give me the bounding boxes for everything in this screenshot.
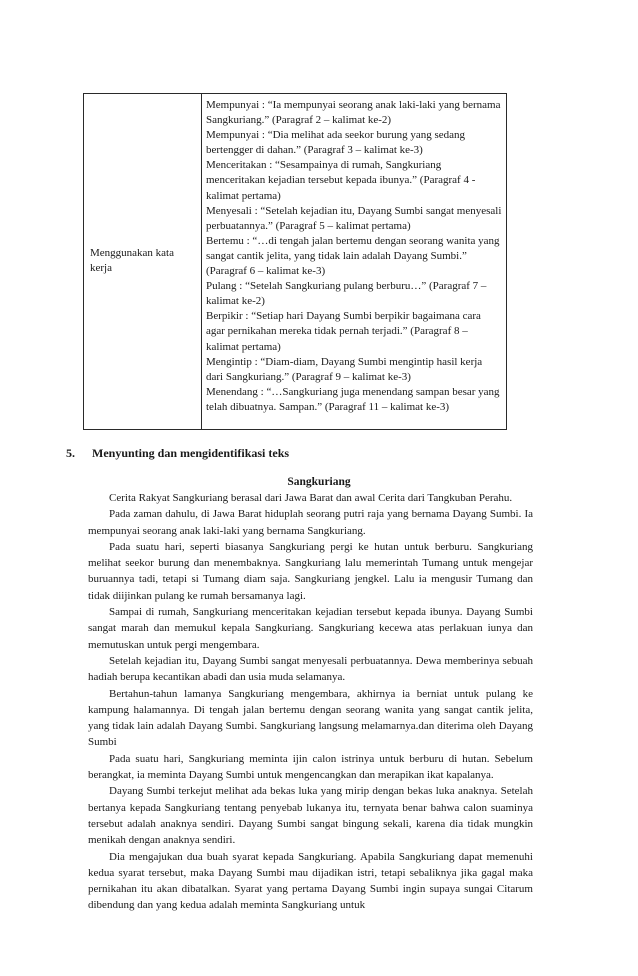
table-entry: Mempunyai : “Dia melihat ada seekor burung yang sedang bertengger di dahan.” (Paragraf 3 – kalimat ke-3) [206,129,466,157]
story-paragraph: Sampai di rumah, Sangkuriang menceritakan kejadian tersebut kepada ibunya. Dayang Sumbi sangat marah dan memukul kepala Sangkuriang. Sangkuriang kecewa atas perlakuan iunya dan memutuskan untuk pergi mengembara. [88,606,533,651]
table-entry: Menceritakan : “Sesampainya di rumah, Sangkuriang menceritakan kejadian tersebut kepada ibunya.” (Paragraf 4 - kalimat pertama) [206,159,476,202]
story-body [88,490,533,914]
story-paragraph: Dayang Sumbi terkejut melihat ada bekas luka yang mirip dengan bekas luka anaknya. Setelah bertanya kepada Sangkuriang tentang penyebab lukanya itu, ternyata benar bahwa calon suaminya tersebut adalah anaknya sendiri. Dayang Sumbi sangat bingung sekali, karena dia tidak mungkin menikah dengan anaknya sendiri. [88,785,533,847]
story-paragraph: Pada suatu hari, seperti biasanya Sangkuriang pergi ke hutan untuk berburu. Sangkuriang melihat seekor burung dan menembaknya. Sangkuriang lalu memerintah Tumang untuk mengejar buruannya tadi, tetapi si Tumang diam saja. Sangkuriang jengkel. Lalu ia mengusir Tumang dan tidak diijinkan pulang ke rumah bersamanya lagi. [88,540,533,602]
table-entry: Menyesali : “Setelah kejadian itu, Dayang Sumbi sangat menyesali perbuatannya.” (Paragraf 5 – kalimat pertama) [206,204,502,232]
story-title: Sangkuriang [287,476,351,488]
table-entry: Menendang : “…Sangkuriang juga menendang sampan besar yang telah dibuatnya. Sampan.” (Paragraf 11 – kalimat ke-3) [206,385,500,413]
table-column-divider [201,94,202,429]
table-examples-cell [206,98,502,415]
story-paragraph: Dia mengajukan dua buah syarat kepada Sangkuriang. Apabila Sangkuriang dapat memenuhi kedua syarat tersebut, maka Dayang Sumbi mau dijadikan istri, tetapi sebaliknya jika gagal maka pernikahan itu akan dibatalkan. Syarat yang pertama Dayang Sumbi ingin supaya sungai Citarum dibendung dan yang kedua adalah meminta Sangkuriang untuk [88,850,533,912]
table-entry: Berpikir : “Setiap hari Dayang Sumbi berpikir bagaimana cara agar pernikahan mereka tidak pernah terjadi.” (Paragraf 8 – kalimat pertama) [206,310,481,353]
section-number: 5. [66,446,75,460]
table-entry: Mengintip : “Diam-diam, Dayang Sumbi mengintip hasil kerja dari Sangkuriang.” (Paragraf 9 – kalimat ke-3) [206,355,483,383]
table-entry: Bertemu : “…di tengah jalan bertemu dengan seorang wanita yang sangat cantik jelita, yang tidak lain adalah Dayang Sumbi.” (Paragraf 6 – kalimat ke-3) [206,234,500,278]
table-entry: Pulang : “Setelah Sangkuriang pulang berburu…” (Paragraf 7 – kalimat ke-2) [206,280,487,308]
story-paragraph: Setelah kejadian itu, Dayang Sumbi sangat menyesali perbuatannya. Dewa memberinya sebuah hadiah berupa kecantikan abadi dan usia muda selamanya. [88,654,533,684]
story-paragraph: Pada zaman dahulu, di Jawa Barat hiduplah seorang putri raja yang bernama Dayang Sumbi. Ia mempunyai seorang anak laki-laki yang bernama Sangkuriang. [88,508,533,537]
story-paragraph: Pada suatu hari, Sangkuriang meminta ijin calon istrinya untuk berburu di hutan. Sebelum berangkat, ia meminta Dayang Sumbi untuk mengencangkan dan merapikan ikat kapalanya. [88,752,533,782]
story-paragraph: Bertahun-tahun lamanya Sangkuriang mengembara, akhirnya ia berniat untuk pulang ke kampung halamannya. Di tengah jalan bertemu dengan seorang wanita yang sangat cantik jelita, yang tidak lain adalah Dayang Sumbi. Sangkuriang langsung melamarnya.dan diterima oleh Dayang Sumbi [88,687,533,749]
section-title: Menyunting dan mengidentifikasi teks [92,446,290,460]
table-entry: Mempunyai : “Ia mempunyai seorang anak laki-laki yang bernama Sangkuriang.” (Paragraf 2 – kalimat ke-2) [206,99,501,127]
section-heading [66,445,289,461]
story-paragraph: Cerita Rakyat Sangkuriang berasal dari Jawa Barat dan awal Cerita dari Tangkuban Perahu. [109,492,513,504]
verb-table [83,93,507,430]
table-label-cell: Menggunakan kata kerja [90,247,174,274]
